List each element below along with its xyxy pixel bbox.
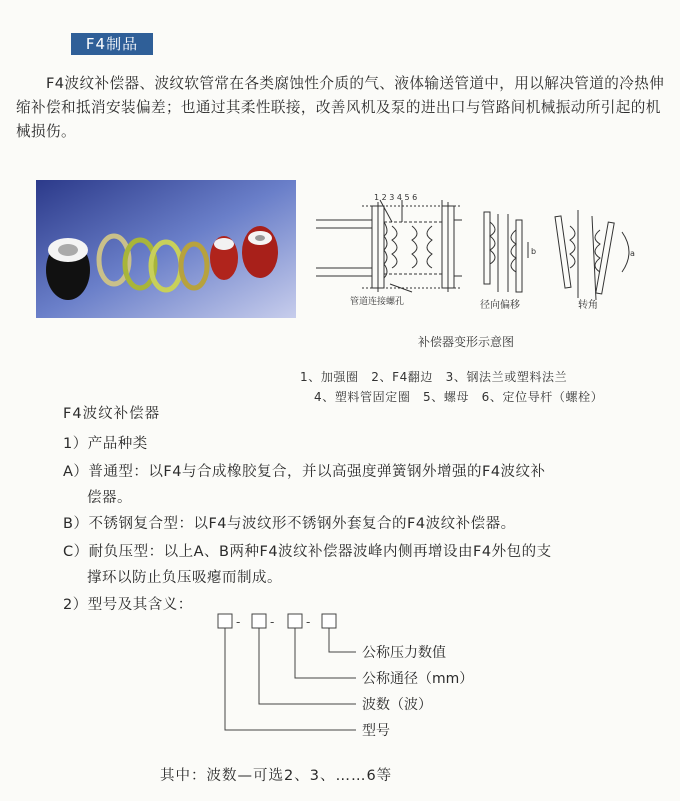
legend-line-1: 1、加强圈 2、F4翻边 3、钢法兰或塑料法兰 [300,370,568,384]
section-tag: F4制品 [71,33,153,55]
type-b-line: B）不锈钢复合型：以F4与波纹形不锈钢外套复合的F4波纹补偿器。 [63,516,516,532]
section-title: F4波纹补偿器 [63,406,161,422]
item-1: 1）产品种类 [63,436,148,452]
type-a-line-1: A）普通型：以F4与合成橡胶复合，并以高强度弹簧钢外增强的F4波纹补 [63,464,546,480]
item-2: 2）型号及其含义： [63,597,193,613]
code-box-1 [218,614,232,628]
label-diameter: 公称通径（mm） [362,671,474,687]
label-model: 型号 [362,723,390,739]
deformation-diagram [302,192,674,320]
footer-note: 其中：波数—可选2、3、……6等 [160,768,393,784]
b-label: b [531,247,537,256]
bolt-label: 管道连接螺孔 [350,297,405,307]
model-code-diagram [200,600,520,760]
code-box-2 [252,614,266,628]
legend-line-2: 4、塑料管固定圈 5、螺母 6、定位导杆（螺栓） [314,390,604,404]
a-label: a [630,249,635,258]
type-c-line-2: 撑环以防止负压吸瘪而制成。 [87,570,282,586]
type-c-line-1: C）耐负压型：以上A、B两种F4波纹补偿器波峰内侧再增设由F4外包的支 [63,544,552,560]
code-box-3 [288,614,302,628]
diagram-numbers: 1 2 3 4 5 6 [374,193,418,202]
label-pressure: 公称压力数值 [362,645,446,661]
product-photo [36,180,296,318]
code-dash-1: - [236,615,241,629]
diagram-caption: 补偿器变形示意图 [418,335,515,349]
code-box-4 [322,614,336,628]
intro-paragraph: F4波纹补偿器、波纹软管常在各类腐蚀性介质的气、液体输送管道中，用以解决管道的冷热伸缩补偿和抵消安装偏差；也通过其柔性联接，改善风机及泵的进出口与管路间机械振动所引起的机械损伤。 [16,75,665,140]
code-dash-2: - [270,615,275,629]
offset-label: 径向偏移 [480,300,520,311]
angle-label: 转角 [578,300,598,311]
type-a-line-2: 偿器。 [87,490,132,506]
label-waves: 波数（波） [362,697,432,713]
code-dash-3: - [306,615,311,629]
